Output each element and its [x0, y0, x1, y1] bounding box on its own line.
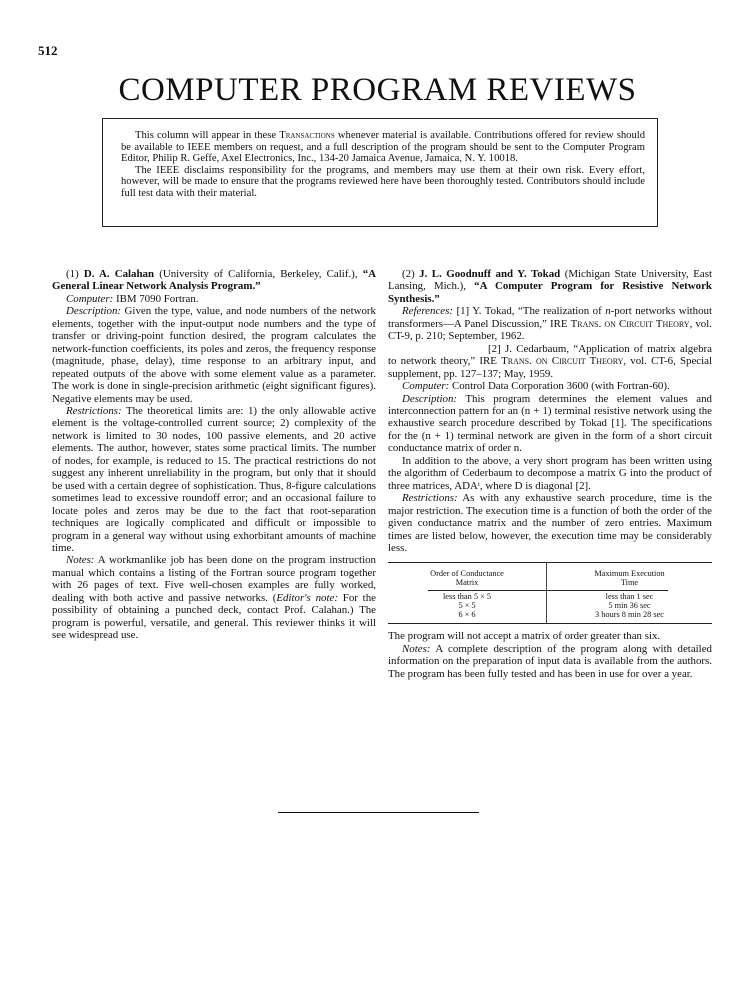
review-1-program-title: “A General Linear Network Analysis Program.” [52, 268, 376, 293]
table-header-rule [428, 590, 668, 591]
review-1 [52, 268, 376, 642]
review-2-description: Description: This program determines the element values and interconnection pattern for an (n + 1) terminal resistive network using the exhaustive search procedure described by Tokad [1]. The specifications for the (n + 1) terminal network are given in the form of a short circuit conductance matrix of order n. [388, 392, 712, 455]
table-header-time: Maximum Execution Time [594, 569, 665, 588]
review-2-restrictions: Restrictions: As with any exhaustive search procedure, time is the major restriction. The execution time is a function of both the order of the given conductance matrix and the number of zero entries. Maximum times are listed below, however, the execution time may be considerably less. [388, 492, 712, 554]
journal-name: Transactions [279, 130, 335, 141]
notice-paragraph-1: This column will appear in these Transactions whenever material is available. Contributions offered for review should be available to IEEE members on request, and a full description of the program should be sent to the Computer Program Editor, Philip R. Geffe, Axel Electronics, Inc., 134-20 Jamaica Avenue, Jamaica, N. Y. 10018. [121, 130, 645, 165]
review-1-computer: Computer: IBM 7090 Fortran. [66, 292, 199, 305]
review-2-addition: In addition to the above, a very short program has been written using the algorithm of Cederbaum to decompose a matrix G into the product of three matrices, ADAᵗ, where D is diagonal [2]. [388, 454, 712, 492]
table-cell: 6 × 6 [458, 610, 476, 620]
table-cell: 3 hours 8 min 28 sec [595, 610, 664, 620]
table-column-time [547, 593, 712, 619]
editorial-notice-box [102, 118, 658, 227]
review-2-program-title: “A Computer Program for Resistive Network Synthesis.” [388, 280, 712, 305]
table-cell: 5 min 36 sec [608, 601, 651, 611]
review-1-authors: D. A. Calahan [83, 268, 155, 280]
table-column-order [388, 593, 546, 619]
table-cell: 5 × 5 [458, 601, 476, 611]
table-cell: less than 5 × 5 [442, 592, 491, 602]
table-bottom-rule [388, 623, 712, 624]
execution-time-table [388, 562, 712, 624]
review-2-computer: Computer: Control Data Corporation 3600 (with Fortran-60). [402, 380, 670, 393]
review-1-heading: (1) D. A. Calahan (University of California, Berkeley, Calif.), “A General Linear Network Analysis Program.” [52, 268, 376, 293]
review-1-description: Description: Given the type, value, and node numbers of the network elements, together with the input-output node numbers and the type of transfer or driving-point function desired, the program calculates the network-function coefficients, its poles and zeros, the frequency response (magnitude, phase, delay), time response to an arbitrary input, and repeated outputs of the above with some element value as a parameter. The work is done in single-precision arithmetic (eight significant figures). Negative elements may be used. [52, 305, 376, 405]
review-2-notes: Notes: A complete description of the program along with detailed information on the preparation of input data is available from the authors. The program has been fully tested and has been in use for over a year. [388, 642, 712, 680]
review-2 [388, 268, 712, 680]
review-2-reference-2: [2] J. Cedarbaum, “Application of matrix algebra to network theory,” IRE Trans. on Circuit Theory, vol. CT-6, Special supplement, pp. 127–137; May, 1959. [388, 342, 713, 380]
table-top-rule [388, 562, 712, 563]
review-2-authors: J. L. Goodnuff and Y. Tokad [419, 268, 561, 280]
page-number: 512 [38, 43, 58, 58]
section-end-rule [278, 812, 479, 813]
review-1-notes: Notes: A workmanlike job has been done on the program instruction manual which contains a listing of the Fortran source program together with 26 pages of text. Five well-chosen examples are fully worked, dealing with both active and passive networks. (Editor's note: For the possibility of obtaining a punched deck, contact Prof. Calahan.) The program is powerful, versatile, and general. This reviewer thinks it will see widespread use. [52, 554, 376, 642]
page-title: COMPUTER PROGRAM REVIEWS [118, 72, 637, 108]
review-2-after-table: The program will not accept a matrix of order greater than six. [388, 630, 661, 643]
review-1-restrictions: Restrictions: The theoretical limits are: 1) the only allowable active element is the voltage-controlled current source; 2) complexity of the network is limited to 30 nodes, 100 passive elements, and 20 active elements. The author, however, states some practical limits. The number of nodes, for example, is reduced to 15. The practical restrictions do not suggest any inherent unreliability in the program, but only that it should be used with a certain degree of sophistication. Thus, 8-figure calculations sometimes lead to excessive roundoff error; and an occasional failure to locate poles and zeros may be due to the fact that root-separation techniques are logically complicated and difficult or impossible to program in a general way without using exhorbitant amounts of machine time. [52, 404, 376, 554]
table-header-order: Order of Conductance Matrix [430, 569, 504, 588]
review-2-heading: (2) J. L. Goodnuff and Y. Tokad (Michigan State University, East Lansing, Mich.), “A Computer Program for Resistive Network Synthesis.” [388, 268, 712, 305]
notice-paragraph-2: The IEEE disclaims responsibility for the programs, and members may use them at their own risk. Every effort, however, will be made to ensure that the programs reviewed here have been thoroughly tested. Contributors should include full test data with their material. [121, 164, 645, 199]
table-cell: less than 1 sec [605, 592, 654, 602]
review-2-reference-1: References: [1] Y. Tokad, “The realization of n-port networks without transformers—A Panel Discussion,” IRE Trans. on Circuit Theory, vol. CT-9, p. 210; September, 1962. [388, 305, 712, 343]
